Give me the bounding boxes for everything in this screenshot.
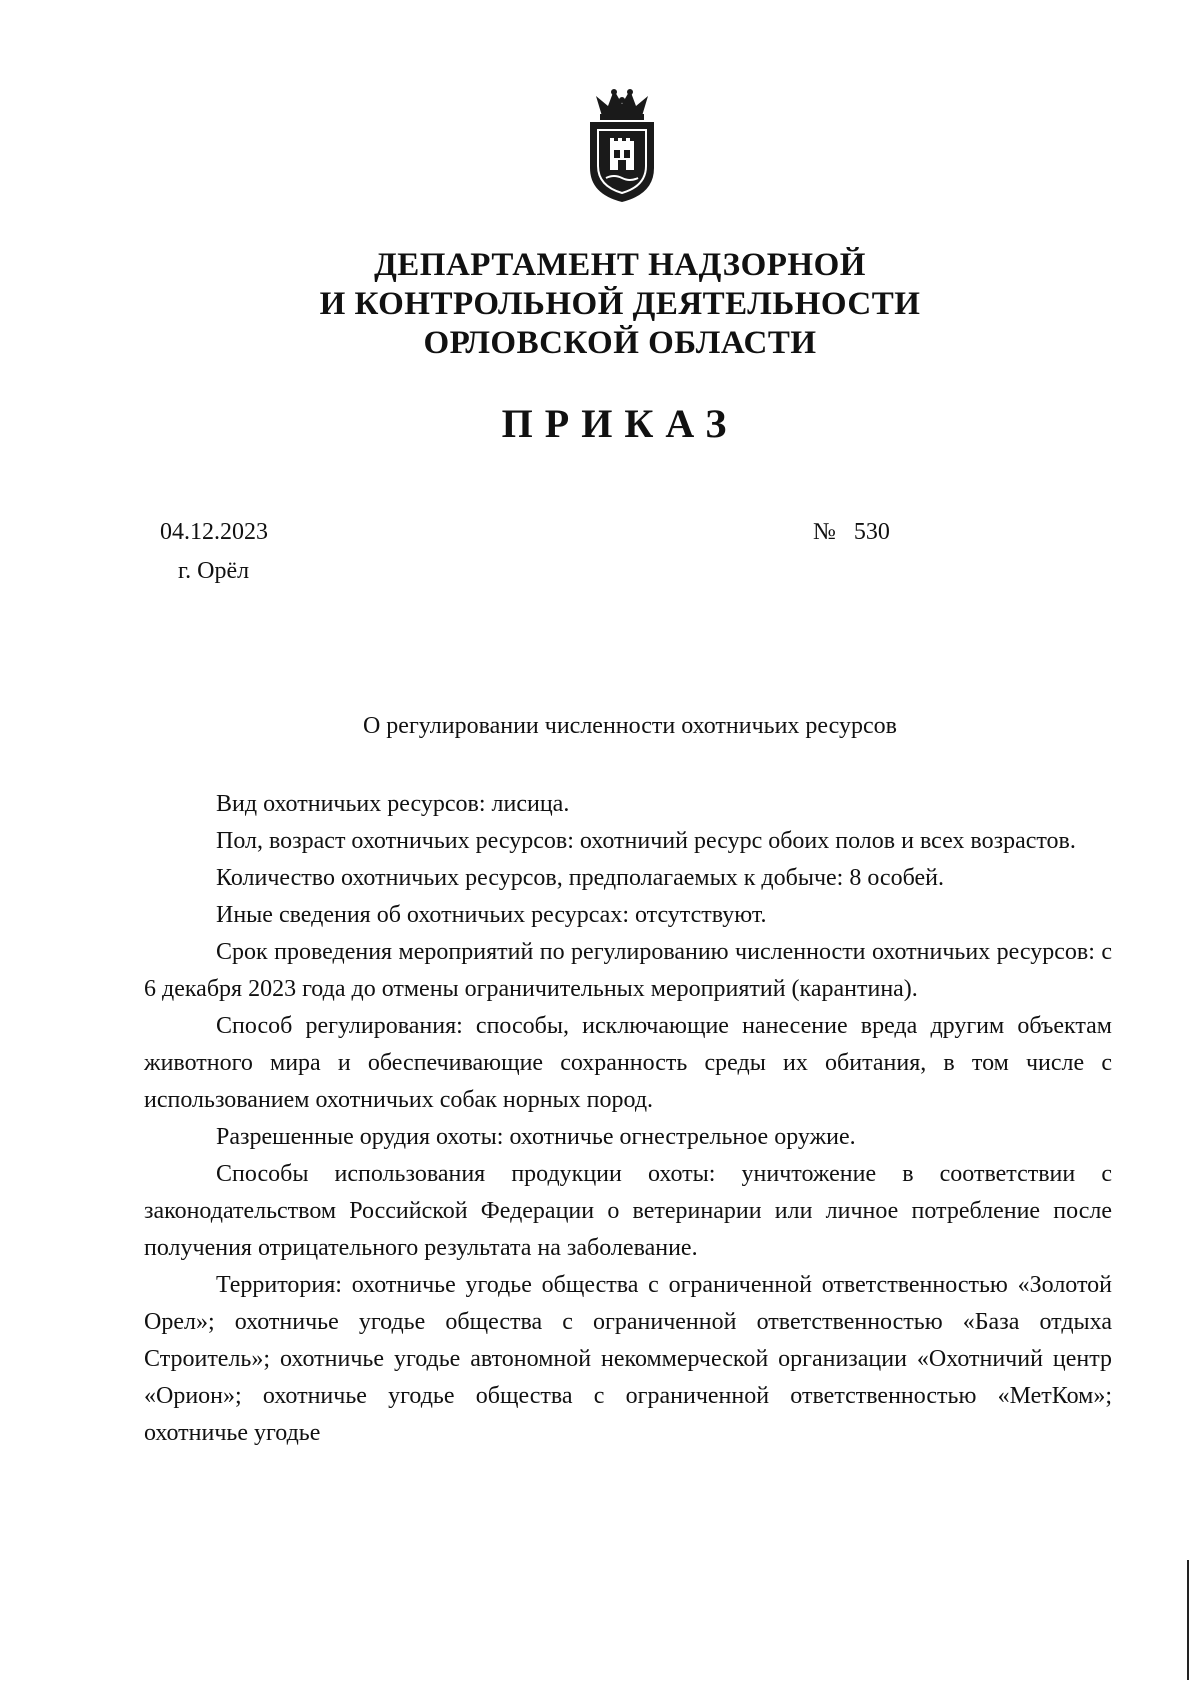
paragraph-quantity: Количество охотничьих ресурсов, предполагаемых к добыче: 8 особей.	[216, 865, 944, 891]
paragraph-sex-age: Пол, возраст охотничьих ресурсов: охотничий ресурс обоих полов и всех возрастов.	[216, 828, 1076, 854]
number-sign: №	[813, 519, 836, 545]
paragraph-other-info: Иные сведения об охотничьих ресурсах: отсутствуют.	[216, 902, 767, 928]
paragraph-method: Способ регулирования: способы, исключающие нанесение вреда другим объектам животного мира и обеспечивающие сохранность среды их обитания, в том числе с использованием охотничьих собак норных пород.	[144, 1013, 1112, 1113]
paragraph-product-use: Способы использования продукции охоты: уничтожение в соответствии с законодательством Российской Федерации о ветеринарии или личное потребление после получения отрицательного результата на заболевание.	[144, 1161, 1112, 1261]
paragraph-period: Срок проведения мероприятий по регулированию численности охотничьих ресурсов: с 6 декабря 2023 года до отмены ограничительных мероприятий (карантина).	[144, 939, 1112, 1002]
document-type-title: ПРИКАЗ	[501, 401, 739, 446]
department-header-line-1: ДЕПАРТАМЕНТ НАДЗОРНОЙ	[374, 247, 866, 283]
department-header-line-3: ОРЛОВСКОЙ ОБЛАСТИ	[423, 325, 817, 361]
department-header	[200, 246, 1040, 363]
order-body	[144, 786, 1112, 1452]
order-city: г. Орёл	[178, 558, 250, 584]
paragraph-weapons: Разрешенные орудия охоты: охотничье огнестрельное оружие.	[216, 1124, 856, 1150]
coat-of-arms-icon	[574, 86, 670, 204]
order-number	[813, 519, 890, 546]
order-number-value: 530	[853, 519, 890, 545]
department-header-line-2: И КОНТРОЛЬНОЙ ДЕЯТЕЛЬНОСТИ	[319, 286, 921, 322]
paragraph-resource-type: Вид охотничьих ресурсов: лисица.	[216, 791, 570, 817]
scan-edge-line	[1187, 1560, 1189, 1680]
order-subject: О регулировании численности охотничьих ресурсов	[362, 713, 898, 739]
paragraph-territory: Территория: охотничье угодье общества с ограниченной ответственностью «Золотой Орел»; охотничье угодье общества с ограниченной ответственностью «База отдыха Строитель»; охотничье угодье автономной некоммерческой организации «Охотничий центр «Орион»; охотничье угодье общества с ограниченной ответственностью «МетКом»; охотничье угодье	[144, 1272, 1112, 1446]
order-date: 04.12.2023	[160, 519, 268, 545]
